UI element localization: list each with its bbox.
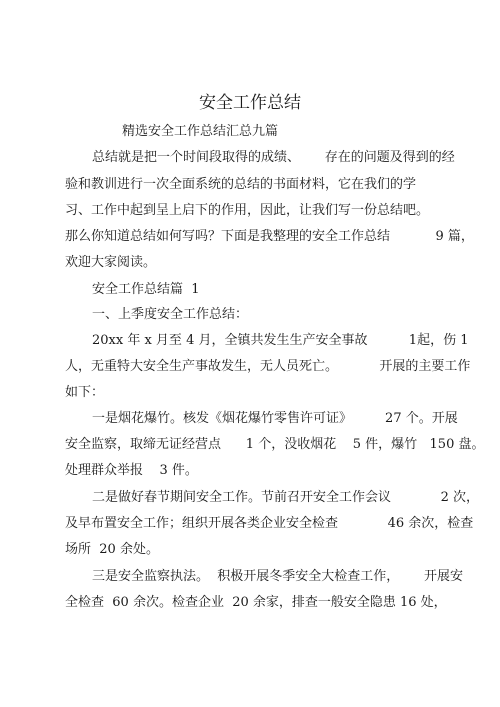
paragraph-line: 习、工作中起到呈上启下的作用，因此，让我们写一份总结吧。 <box>65 203 430 218</box>
document-subtitle: 精选安全工作总结汇总九篇 <box>122 124 279 139</box>
paragraph-line: 处理群众举报 3 件。 <box>65 463 198 478</box>
paragraph-line: 一是烟花爆竹。核发《烟花爆竹零售许可证》 27 个。开展 <box>92 411 458 426</box>
section-subheading: 一、上季度安全工作总结： <box>92 307 249 322</box>
paragraph-line: 人，无重特大安全生产事故发生，无人员死亡。 开展的主要工作 <box>65 359 471 374</box>
paragraph-line: 及早布置安全工作；组织开展各类企业安全检查 46 余次，检查 <box>65 516 474 531</box>
paragraph-line: 全检查 60 余次。检查企业 20 余家，排查一般安全隐患 16 处， <box>65 595 447 610</box>
paragraph-line: 总结就是把一个时间段取得的成绩、 存在的问题及得到的经 <box>92 150 455 165</box>
paragraph-line: 欢迎大家阅读。 <box>65 255 157 270</box>
paragraph-line: 三是安全监察执法。 积极开展冬季安全大检查工作， 开展安 <box>92 569 464 584</box>
paragraph-line: 如下： <box>65 385 105 400</box>
paragraph-line: 场所 20 余处。 <box>65 542 159 557</box>
paragraph-line: 20xx 年 x 月至 4 月，全镇共发生生产安全事故 1起，伤 1 <box>92 333 469 348</box>
paragraph-line: 二是做好春节期间安全工作。节前召开安全工作会议 2 次， <box>92 490 479 505</box>
paragraph-line: 安全监察，取缔无证经营点 1 个，没收烟花 5 件，爆竹 150 盘。 <box>65 437 485 452</box>
document-title: 安全工作总结 <box>199 93 301 113</box>
section-heading: 安全工作总结篇 1 <box>92 282 200 297</box>
paragraph-line: 那么你知道总结如何写吗？下面是我整理的安全工作总结 9 篇， <box>65 229 474 244</box>
paragraph-line: 验和教训进行一次全面系统的总结的书面材料，它在我们的学 <box>65 177 417 192</box>
